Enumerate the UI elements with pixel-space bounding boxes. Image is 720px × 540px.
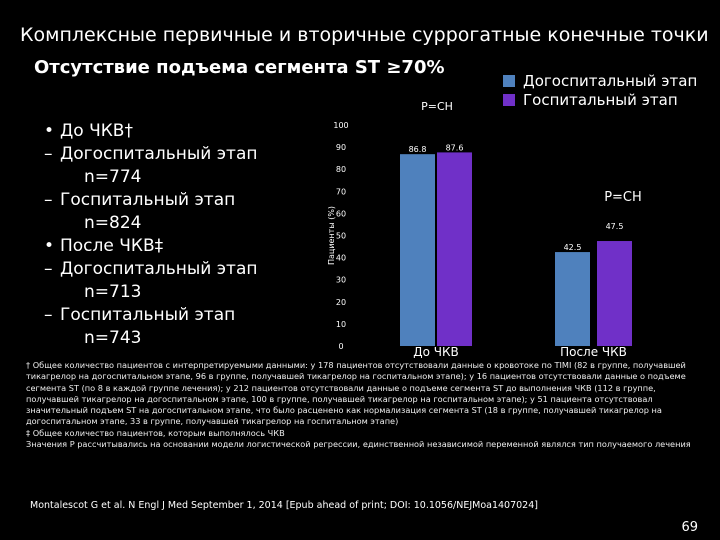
y-tick-label: 50: [335, 231, 347, 241]
legend-label-hospital: Госпитальный этап: [523, 90, 678, 109]
bar-hospital-before: [437, 152, 472, 346]
legend-item-prehospital: [503, 71, 697, 90]
bar-chart: [325, 100, 710, 362]
sub-bullet-label: Госпитальный этап: [60, 305, 236, 325]
sub-bullet-count: n=774: [84, 167, 142, 187]
y-tick-label: 40: [335, 253, 347, 263]
x-category-label: После ЧКВ: [560, 345, 627, 359]
y-tick-label: 60: [335, 209, 347, 219]
footnote-dagger: † Общее количество пациентов с интерпретируемыми данными: у 178 пациентов отсутствовали данные о кровотоке по TIMI (82 в группе, получавшей тикагрелор на догоспитальном этапе, 96 в группе, получавшей тикагрелор на госпитальном этапе); у 16 пациентов отсутствовали данные о подъеме сегмента ST (по 8 в каждой группе лечения); у 212 пациентов отсутствовали данные о подъеме сегмента ST до выполнения ЧКВ (112 в группе, получавшей тикагрелор на догоспитальном этапе, 100 в группе, получавшей тикагрелор на госпитальном этапе); у 51 пациента отсутствовал значительный подъем ST на догоспитальном этапе, что было расценено как нормализация сегмента ST (18 в группе, получавшей тикагрелор на догоспитальном этапе, 33 в группе, получавшей тикагрелор на госпитальном этапе): [26, 360, 686, 427]
sub-bullet-hospital-before: [44, 189, 257, 235]
y-tick-label: 80: [335, 165, 347, 175]
bar-value-label: 87.6: [445, 143, 464, 153]
bullet-before-pci: • До ЧКВ†: [44, 120, 257, 143]
legend-swatch-prehospital: [503, 75, 515, 87]
bar-value-label: 86.8: [408, 145, 427, 155]
bar-prehospital-before: [400, 154, 435, 346]
sub-bullet-label: Догоспитальный этап: [60, 259, 258, 279]
bullet-list: [44, 120, 257, 350]
footnote-double-dagger: ‡ Общее количество пациентов, которым выполнялось ЧКВ: [26, 427, 285, 438]
legend-label-prehospital: Догоспитальный этап: [523, 71, 698, 90]
slide-subtitle: Отсутствие подъема сегмента ST ≥70%: [34, 57, 445, 78]
sub-bullet-label: Догоспитальный этап: [60, 144, 258, 164]
y-axis-label: Пациенты (%): [327, 205, 336, 266]
y-tick-label: 30: [335, 275, 347, 285]
y-tick-label: 0: [338, 342, 344, 351]
bar-value-label: 42.5: [563, 243, 582, 253]
x-category-label: До ЧКВ: [413, 345, 459, 359]
y-tick-label: 90: [335, 143, 347, 153]
slide-title: Комплексные первичные и вторичные суррогатные конечные точки: [20, 24, 709, 46]
sub-bullet-count: n=743: [84, 328, 142, 348]
bar-prehospital-after: [555, 252, 590, 346]
y-tick-label: 10: [335, 319, 347, 329]
sub-bullet-hospital-after: [44, 304, 257, 350]
y-tick-label: 100: [333, 121, 349, 130]
footnotes: [26, 360, 706, 450]
y-tick-label: 70: [335, 187, 347, 197]
bar-value-label: 47.5: [605, 222, 624, 232]
footnote-p-values: Значения P рассчитывались на основании модели логистической регрессии, единственной независимой переменной являлся тип получаемого лечения: [26, 439, 691, 450]
p-value-annotation-before: P=CH: [421, 100, 453, 113]
bullet-after-pci: • После ЧКВ‡: [44, 235, 257, 258]
sub-bullet-count: n=824: [84, 213, 142, 233]
citation: Montalescot G et al. N Engl J Med September 1, 2014 [Epub ahead of print; DOI: 10.1056/NEJMoa1407024]: [30, 500, 538, 511]
bar-hospital-after: [597, 241, 632, 346]
page-number: 69: [681, 520, 698, 535]
p-value-annotation-after: P=CH: [604, 190, 642, 205]
sub-bullet-prehospital-before: [44, 143, 257, 189]
sub-bullet-prehospital-after: [44, 258, 257, 304]
sub-bullet-count: n=713: [84, 282, 142, 302]
sub-bullet-label: Госпитальный этап: [60, 190, 236, 210]
y-tick-label: 20: [335, 297, 347, 307]
